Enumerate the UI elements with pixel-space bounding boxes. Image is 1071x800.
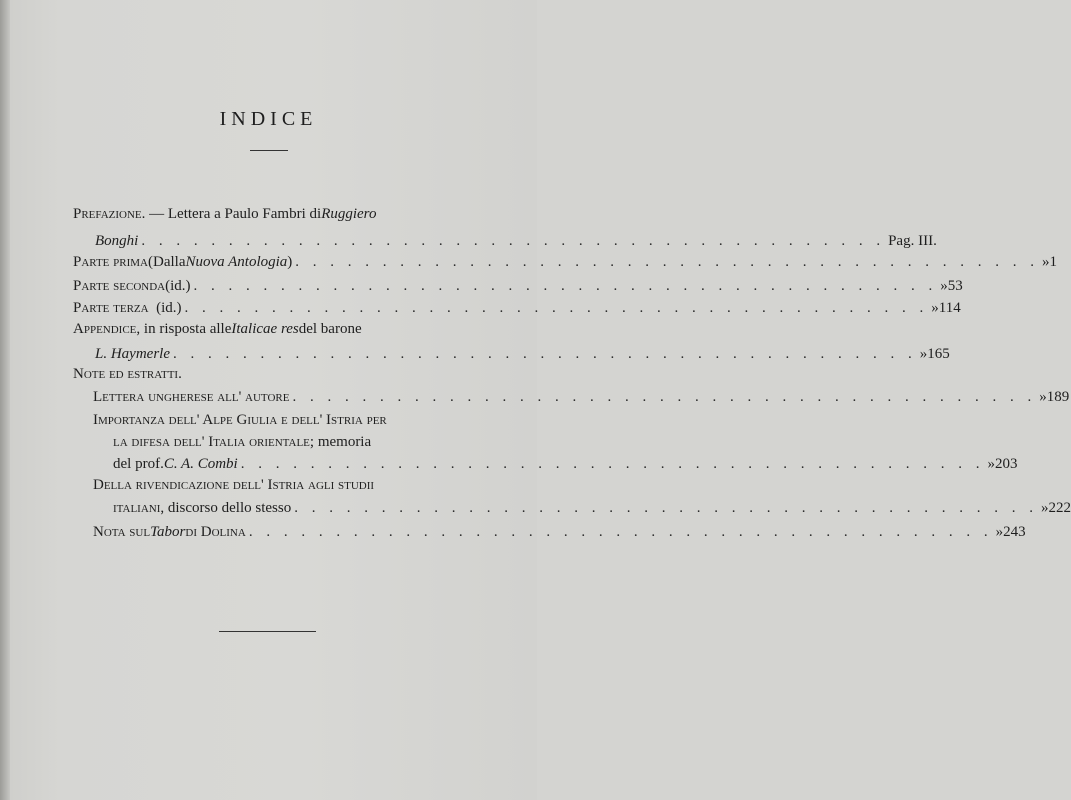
page-number: 243	[1003, 524, 1026, 540]
entry-label-text: , in risposta alle	[136, 321, 232, 337]
toc-entry-rivendicazione-line2	[113, 499, 1071, 517]
toc-entry-prefazione	[73, 205, 473, 223]
toc-entry-parte-terza	[73, 299, 961, 317]
dot-leader: . . . . . . . . . . . . . . . . . . . . . . . . . . . . . . . . . . . . . . . . . . .	[184, 300, 929, 316]
entry-label: la difesa dell' Italia orientale	[113, 434, 310, 450]
entry-author-surname: Bonghi	[95, 233, 139, 249]
entry-work-title: Italicae res	[231, 321, 299, 337]
page-number: 222	[1048, 500, 1071, 516]
page-number: 189	[1046, 389, 1070, 405]
ditto-mark: »	[1039, 389, 1047, 405]
entry-label: Parte prima	[73, 254, 148, 270]
dot-leader: . . . . . . . . . . . . . . . . . . . . . . . . . . . . . . . . . . . . . . . . . . .	[248, 524, 993, 540]
toc-entry-appendice-line2	[95, 345, 950, 363]
entry-label: Appendice	[73, 321, 137, 337]
entry-author-name: L. Haymerle	[95, 346, 170, 362]
ditto-mark: »	[1042, 254, 1050, 270]
toc-entry-lettera-ungherese	[93, 388, 1070, 406]
entry-label: Parte seconda	[73, 278, 166, 294]
ditto-mark: »	[940, 278, 948, 294]
toc-entry-importanza-line3	[113, 455, 1018, 473]
ditto-mark: »	[1040, 500, 1049, 516]
dot-leader: . . . . . . . . . . . . . . . . . . . . . . . . . . . . . . . . . . . . . . . . . . .	[193, 278, 938, 294]
dot-leader: . . . . . . . . . . . . . . . . . . . . . . . . . . . . . . . . . . . . . . . . . . .	[295, 254, 1040, 270]
entry-label: Nota sul	[93, 524, 151, 540]
toc-entry-nota-tabor	[93, 523, 1026, 541]
entry-source: Nuova Antologia	[185, 254, 288, 270]
ditto-mark: »	[931, 300, 939, 316]
ditto-mark: »	[987, 456, 995, 472]
toc-entry-parte-seconda	[73, 277, 963, 295]
toc-entry-prefazione-line2	[95, 232, 937, 250]
dot-leader: . . . . . . . . . . . . . . . . . . . . . . . . . . . . . . . . . . . . . . . . . . .	[292, 389, 1037, 405]
ditto-mark: »	[995, 524, 1004, 540]
title-divider	[250, 150, 288, 151]
dot-leader: . . . . . . . . . . . . . . . . . . . . . . . . . . . . . . . . . . . . . . . . . . .	[141, 233, 886, 249]
page-number: 165	[927, 346, 950, 362]
toc-entry-parte-prima	[73, 253, 1058, 271]
entry-label-text: del barone	[298, 321, 362, 337]
entry-label-text: (id.)	[148, 300, 182, 316]
entry-label-text: , discorso dello stesso	[160, 500, 292, 516]
entry-label: italiani	[113, 500, 161, 516]
entry-label: Della rivendicazione dell' Istria agli studii	[93, 477, 375, 493]
toc-entry-importanza	[93, 411, 473, 429]
entry-author-name: C. A. Combi	[163, 456, 238, 472]
page-title: INDICE	[219, 108, 318, 130]
dot-leader: . . . . . . . . . . . . . . . . . . . . . . . . . . . . . . . . . . . . . . . . . . .	[173, 346, 917, 362]
page-number: 1	[1049, 254, 1058, 270]
bottom-divider	[219, 631, 316, 632]
page-number: 53	[947, 278, 963, 294]
entry-place-name: Tabor	[150, 524, 186, 540]
page-number: 114	[938, 300, 961, 316]
entry-label: di Dolina	[185, 524, 246, 540]
entry-label-text: (Dalla	[148, 254, 186, 270]
entry-label-text: .	[178, 366, 182, 382]
page-number: Pag. III.	[888, 233, 937, 249]
toc-entry-rivendicazione	[93, 476, 473, 494]
entry-label-text: )	[287, 254, 293, 270]
entry-label: Lettera ungherese all' autore	[93, 389, 290, 405]
entry-label: Prefazione	[73, 206, 142, 222]
entry-label-text: ; memoria	[309, 434, 372, 450]
entry-label-text: (id.)	[165, 278, 191, 294]
page-number: 203	[994, 456, 1018, 472]
section-heading: Note ed estratti	[73, 366, 179, 382]
entry-label-text: . — Lettera a Paulo Fambri di	[141, 206, 322, 222]
toc-entry-importanza-line2	[113, 433, 473, 451]
ditto-mark: »	[919, 346, 928, 362]
entry-label: Importanza dell' Alpe Giulia e dell' Istria per	[93, 412, 387, 428]
dot-leader: . . . . . . . . . . . . . . . . . . . . . . . . . . . . . . . . . . . . . . . . . . .	[240, 456, 985, 472]
toc-section-note-ed-estratti	[73, 365, 273, 383]
entry-label-text: del prof.	[113, 456, 164, 472]
entry-label: Parte terza	[73, 300, 149, 316]
dot-leader: . . . . . . . . . . . . . . . . . . . . . . . . . . . . . . . . . . . . . . . . . . .	[294, 500, 1038, 516]
entry-author-name: Ruggiero	[321, 206, 377, 222]
toc-entry-appendice	[73, 320, 473, 338]
